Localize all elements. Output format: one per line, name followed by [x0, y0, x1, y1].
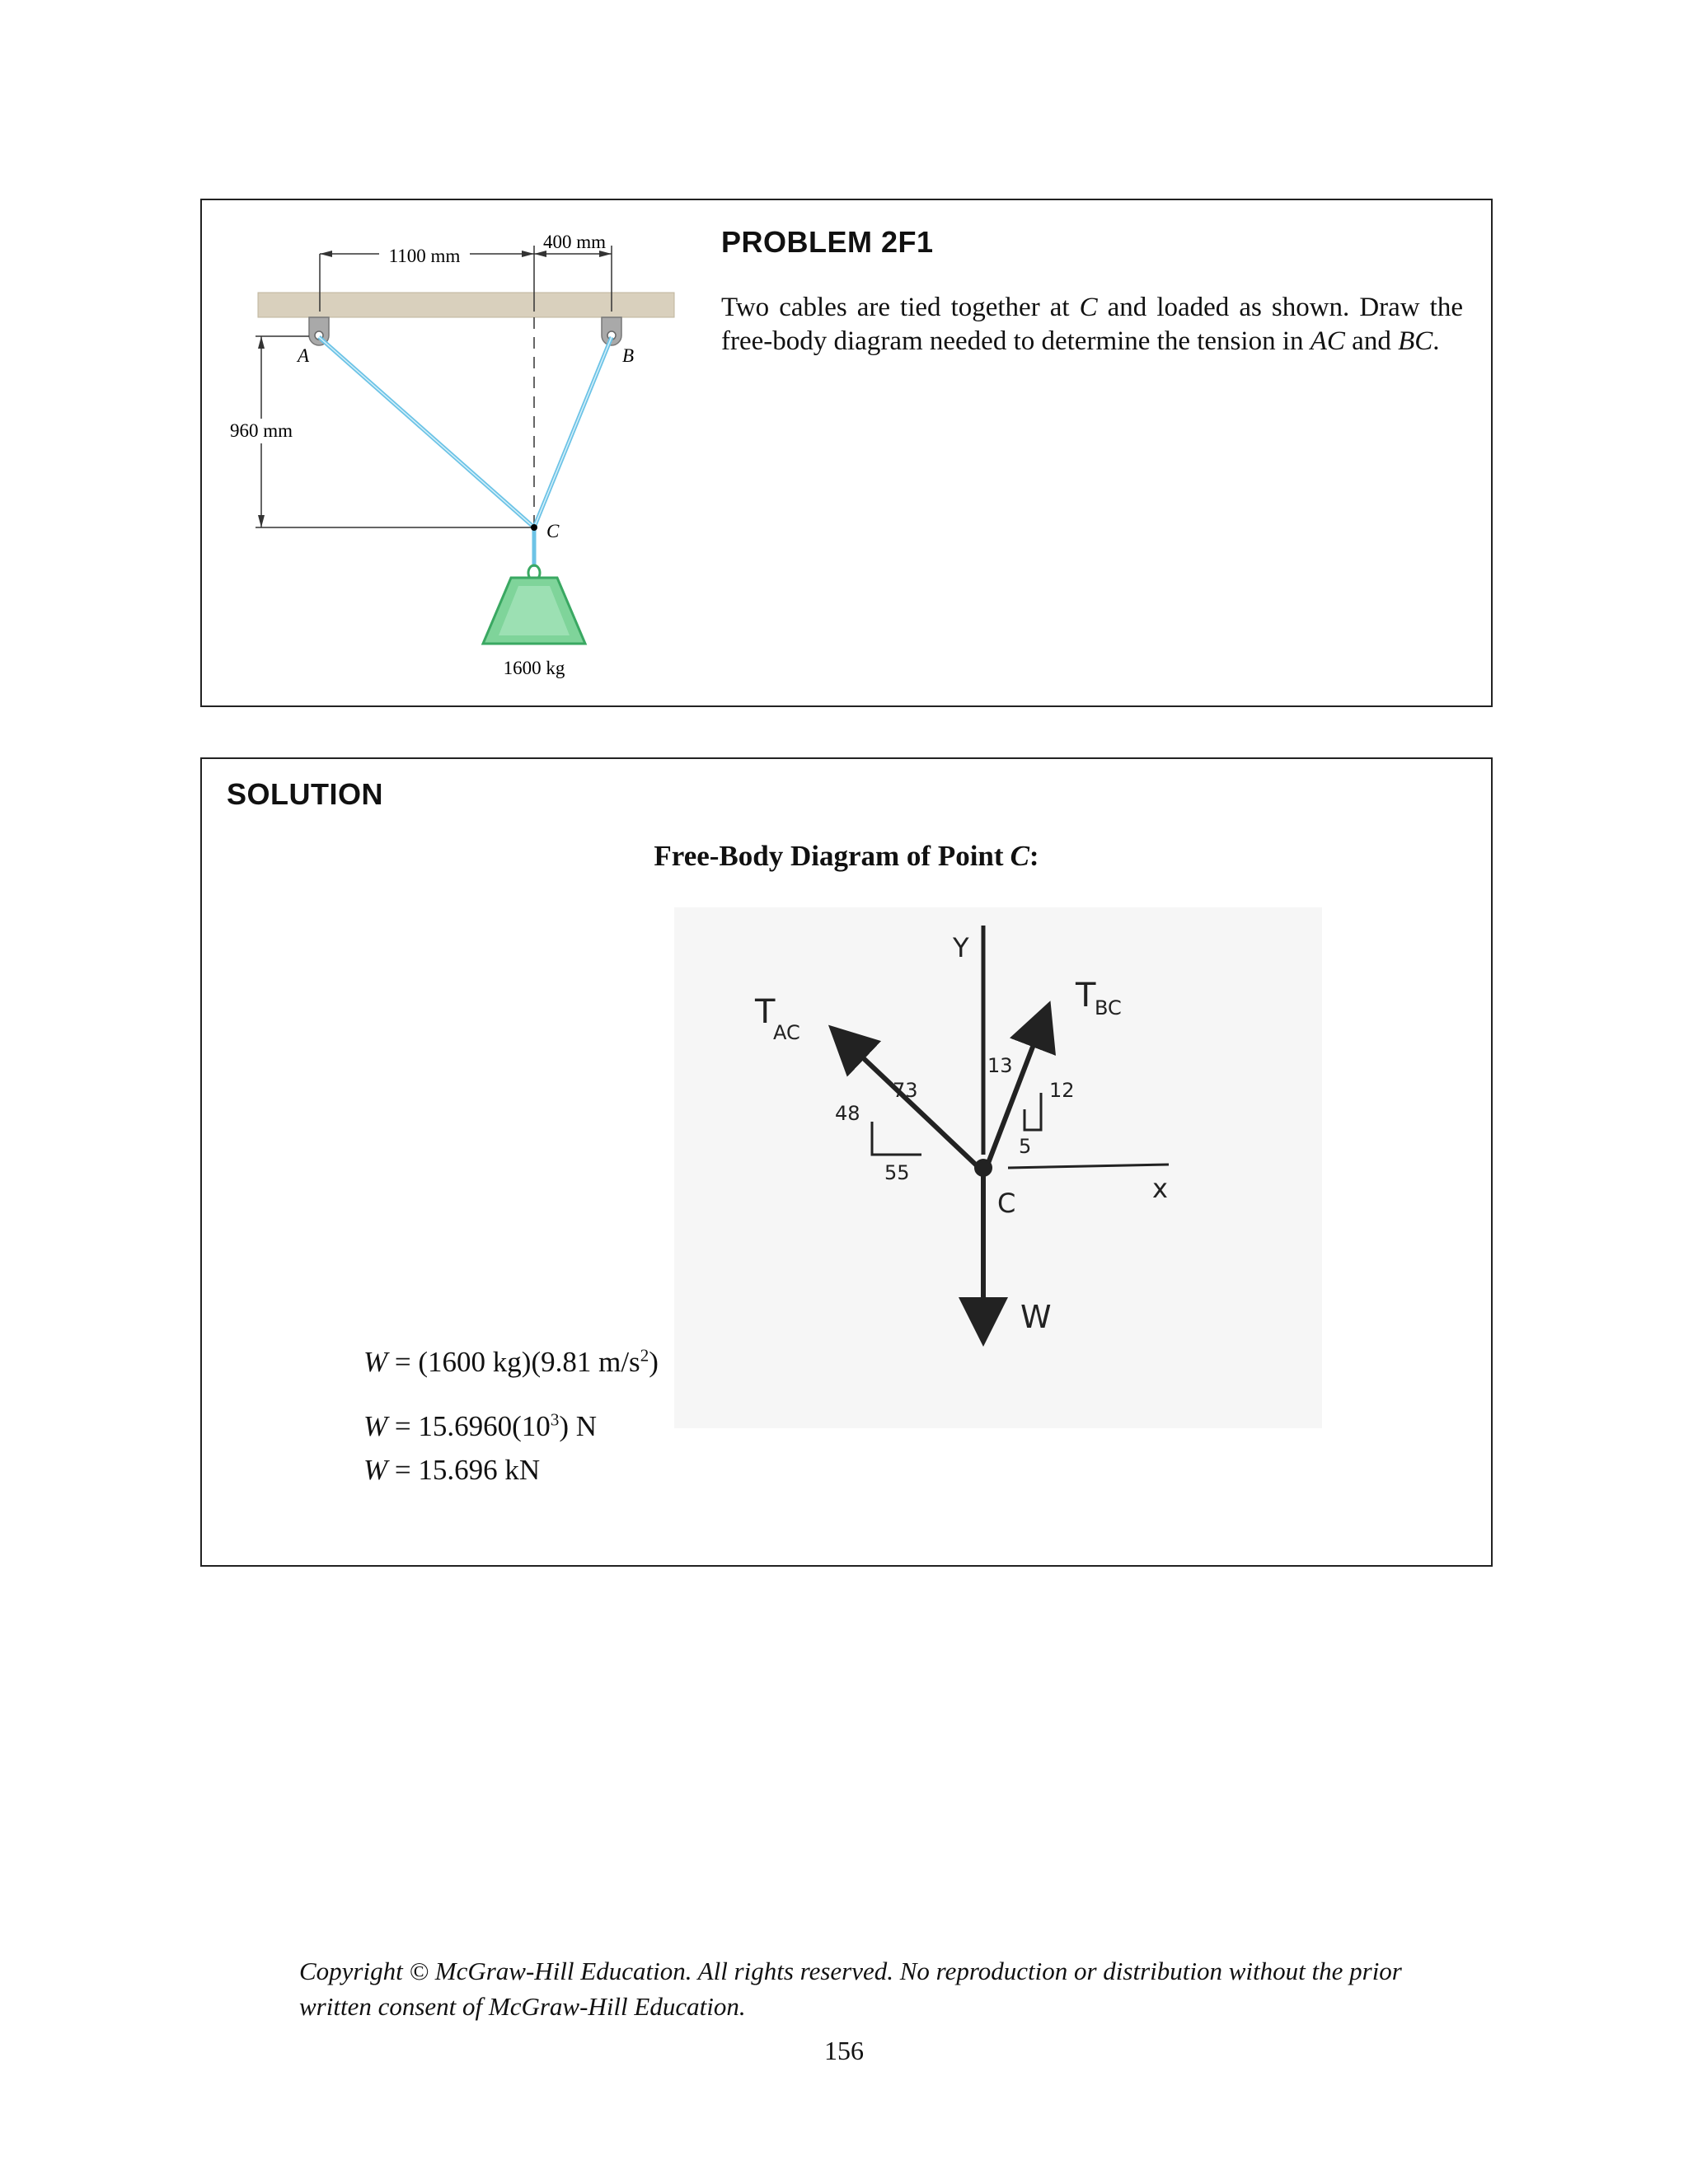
tbc-arrow: [986, 1015, 1045, 1169]
dim-960: 960 mm: [229, 420, 293, 441]
solution-title: SOLUTION: [227, 777, 383, 811]
copyright-notice: Copyright © McGraw-Hill Education. All rights reserved. No reproduction or distribution without the prior written consent of McGraw-Hill Education.: [299, 1957, 1402, 2021]
solution-box: [200, 757, 1493, 1567]
label-c: C: [546, 521, 560, 541]
free-body-diagram: [674, 907, 1322, 1428]
point-c-label: C: [997, 1188, 1016, 1219]
equation-weight-2: $W = 15.6960(10^3)$ N: [363, 1409, 597, 1442]
tac-arrow: [839, 1035, 981, 1169]
dim-400: 400 mm: [542, 232, 607, 252]
equation-weight-1: W = (1600 kg)(9.81 $m/s^2$): [363, 1345, 659, 1378]
problem-title: PROBLEM 2F1: [721, 225, 934, 259]
tbc-subscript: BC: [1095, 996, 1122, 1019]
fbd-title: Free-Body Diagram of Point C:: [654, 840, 1039, 872]
point-c: [974, 1159, 992, 1177]
page-number: 156: [824, 2036, 864, 2065]
slope-bc-12: 12: [1049, 1079, 1075, 1102]
slope-ac-55: 55: [884, 1161, 910, 1184]
slope-bc-13: 13: [987, 1054, 1013, 1077]
problem-statement: Two cables are tied together at C and loaded as shown. Draw the free-body diagram needed to determine the tension in AC and BC.: [721, 293, 1463, 356]
slope-ac-48: 48: [835, 1102, 860, 1125]
problem-figure: [202, 200, 696, 695]
label-b: B: [622, 345, 635, 366]
tac-label: T: [755, 993, 776, 1031]
weight-label: W: [1020, 1299, 1052, 1335]
axis-y-label: Y: [953, 932, 969, 963]
slope-ac-73: 73: [893, 1079, 918, 1102]
tac-subscript: AC: [773, 1021, 800, 1044]
equation-weight-3: W = 15.696 kN: [363, 1454, 541, 1486]
problem-box: [200, 199, 1493, 707]
axis-x-label: x: [1152, 1173, 1168, 1204]
label-a: A: [298, 345, 310, 366]
slope-bc-5: 5: [1019, 1135, 1032, 1158]
mass-label: 1600 kg: [503, 658, 565, 678]
dim-1100: 1100 mm: [388, 246, 461, 266]
tbc-label: T: [1076, 977, 1096, 1015]
